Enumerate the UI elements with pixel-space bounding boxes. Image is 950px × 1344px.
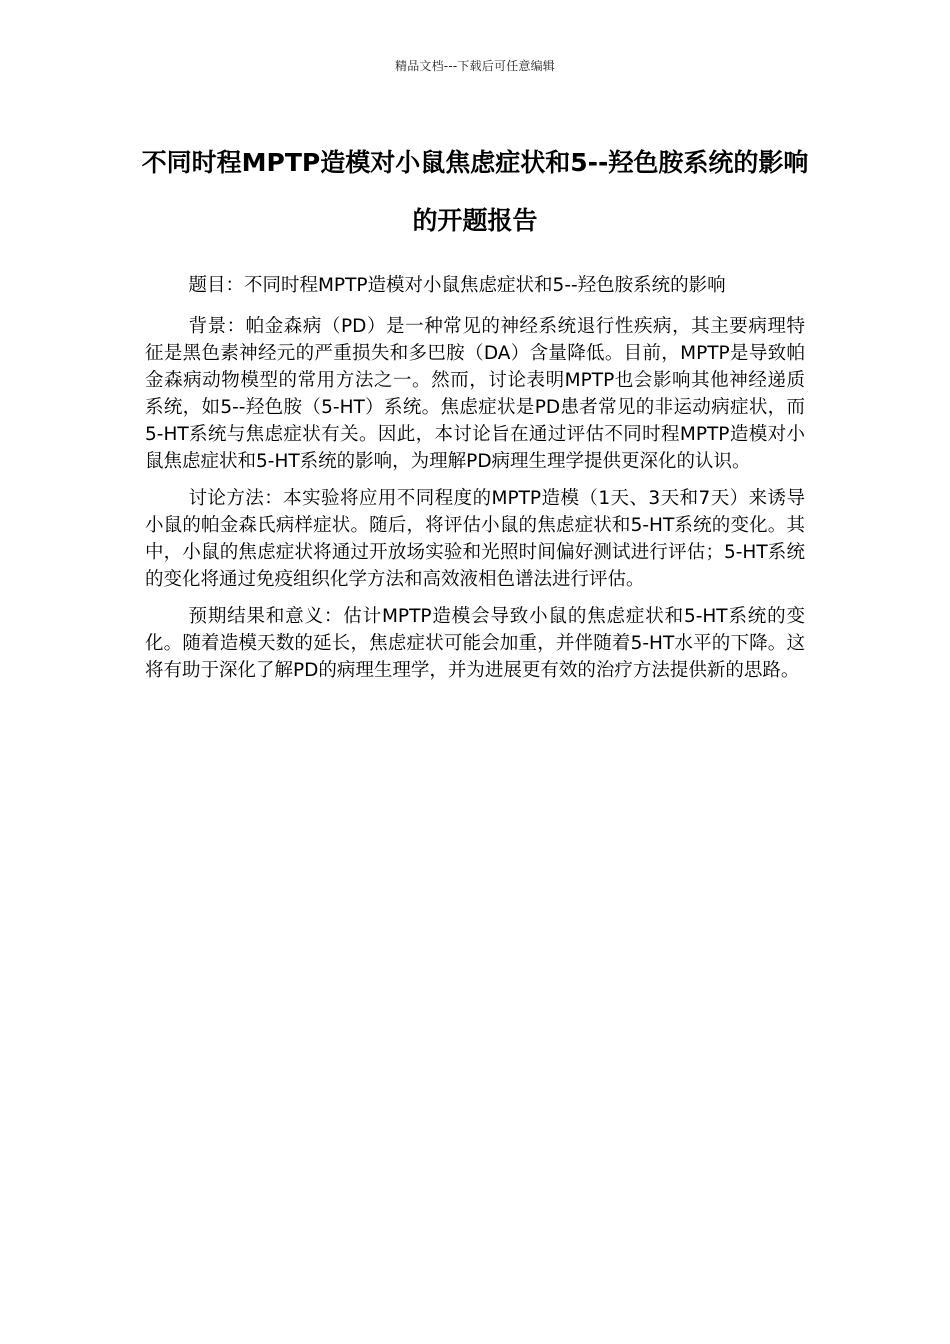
document-body	[145, 272, 805, 694]
expected-results-paragraph: 预期结果和意义：估计MPTP造模会导致小鼠的焦虑症状和5-HT系统的变化。随着造模天数的延长，焦虑症状可能会加重，并伴随着5-HT水平的下降。这将有助于深化了解PD的病理生理学，并为进展更有效的治疗方法提供新的思路。	[145, 606, 805, 681]
topic-paragraph: 题目：不同时程MPTP造模对小鼠焦虑症状和5--羟色胺系统的影响	[188, 275, 726, 296]
document-title: 不同时程MPTP造模对小鼠焦虑症状和5--羟色胺系统的影响的开题报告	[141, 148, 809, 235]
background-paragraph: 背景：帕金森病（PD）是一种常见的神经系统退行性疾病，其主要病理特征是黑色素神经元的严重损失和多巴胺（DA）含量降低。目前，MPTP是导致帕金森病动物模型的常用方法之一。然而，讨论表明MPTP也会影响其他神经递质系统，如5--羟色胺（5-HT）系统。焦虑症状是PD患者常见的非运动病症状，而5-HT系统与焦虑症状有关。因此，本讨论旨在通过评估不同时程MPTP造模对小鼠焦虑症状和5-HT系统的影响，为理解PD病理生理学提供更深化的认识。	[145, 316, 805, 472]
header-note: 精品文档---下载后可任意编辑	[395, 59, 555, 73]
methods-paragraph: 讨论方法：本实验将应用不同程度的MPTP造模（1天、3天和7天）来诱导小鼠的帕金森氏病样症状。随后，将评估小鼠的焦虑症状和5-HT系统的变化。其中，小鼠的焦虑症状将通过开放场实验和光照时间偏好测试进行评估；5-HT系统的变化将通过免疫组织化学方法和高效液相色谱法进行评估。	[145, 488, 805, 590]
